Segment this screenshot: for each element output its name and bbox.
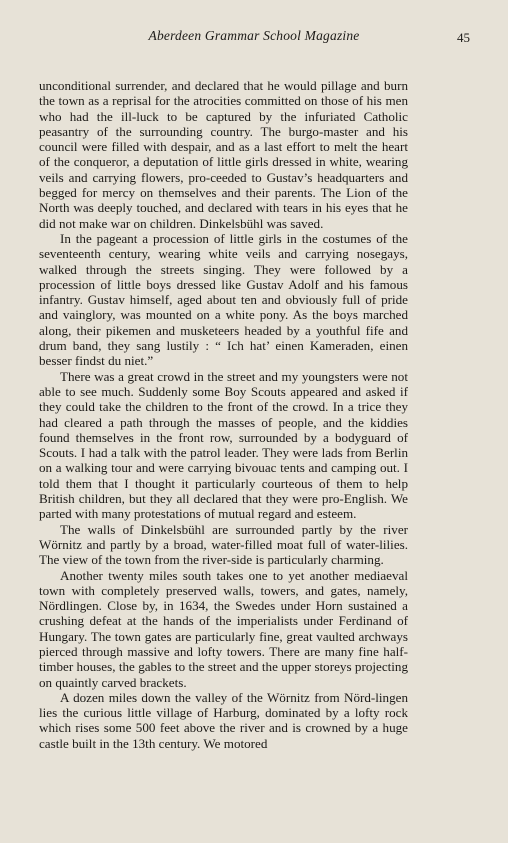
paragraph-5: Another twenty miles south takes one to yet another mediaeval town with completely preserved walls, towers, and gates, namely, Nördlingen. Close by, in 1634, the Swedes under Horn sustained a crushing defeat at the hands of the imperialists under Ferdinand of Hungary. The town gates are particularly fine, great vaulted archways pierced through massive and lofty towers. There are many fine half-timber houses, the gables to the street and the upper storeys projecting on quaintly carved brackets. — [39, 567, 408, 690]
paragraph-2: In the pageant a procession of little girls in the costumes of the seventeenth century, wearing white veils and carrying nosegays, walked through the streets singing. They were followed by a procession of little boys dressed like Gustav Adolf and his famous infantry. Gustav himself, aged about ten and obviously full of pride and vainglory, was mounted on a white pony. As the boys marched along, their pikemen and musketeers headed by a youthful fife and drum band, they sang lustily : “ Ich hat’ einen Kameraden, einen besser findst du niet.” — [39, 230, 408, 369]
paragraph-3: There was a great crowd in the street and my youngsters were not able to see much. Suddenly some Boy Scouts appeared and asked if they could take the children to the front of the crowd. In a trice they had cleared a path through the masses of people, and the kiddies found themselves in the front row, surrounded by a bodyguard of Scouts. I had a talk with the patrol leader. They were lads from Berlin on a walking tour and were carrying bivouac tents and camping out. I told them that I thought it particularly courteous of them to help British children, but they all declared that they were pro-English. We parted with many protestations of mutual regard and esteem. — [39, 368, 408, 522]
running-head — [38, 28, 470, 48]
paragraph-4: The walls of Dinkelsbühl are surrounded partly by the river Wörnitz and partly by a broad, water-filled moat full of water-lilies. The view of the town from the river-side is particularly charming. — [39, 521, 408, 568]
paragraph-1: unconditional surrender, and declared that he would pillage and burn the town as a reprisal for the atrocities committed on those of his men who had the ill-luck to be captured by the infuriated Catholic peasantry of the surrounding country. The burgo-master and his council were filled with despair, and as a last effort to melt the heart of the conqueror, a deputation of little girls dressed in white, wearing veils and carrying flowers, pro-ceeded to Gustav’s headquarters and begged for mercy on themselves and their parents. The Lion of the North was deeply touched, and declared with tears in his eyes that he did not make war on children. Dinkelsbühl was saved. — [39, 78, 408, 231]
body-text — [39, 78, 408, 751]
paragraph-6: A dozen miles down the valley of the Wörnitz from Nörd-lingen lies the curious little village of Harburg, dominated by a lofty rock which rises some 500 feet above the river and is crowned by a huge castle built in the 13th century. We motored — [39, 689, 408, 751]
journal-title: Aberdeen Grammar School Magazine — [148, 28, 360, 43]
page-number: 45 — [457, 30, 470, 45]
